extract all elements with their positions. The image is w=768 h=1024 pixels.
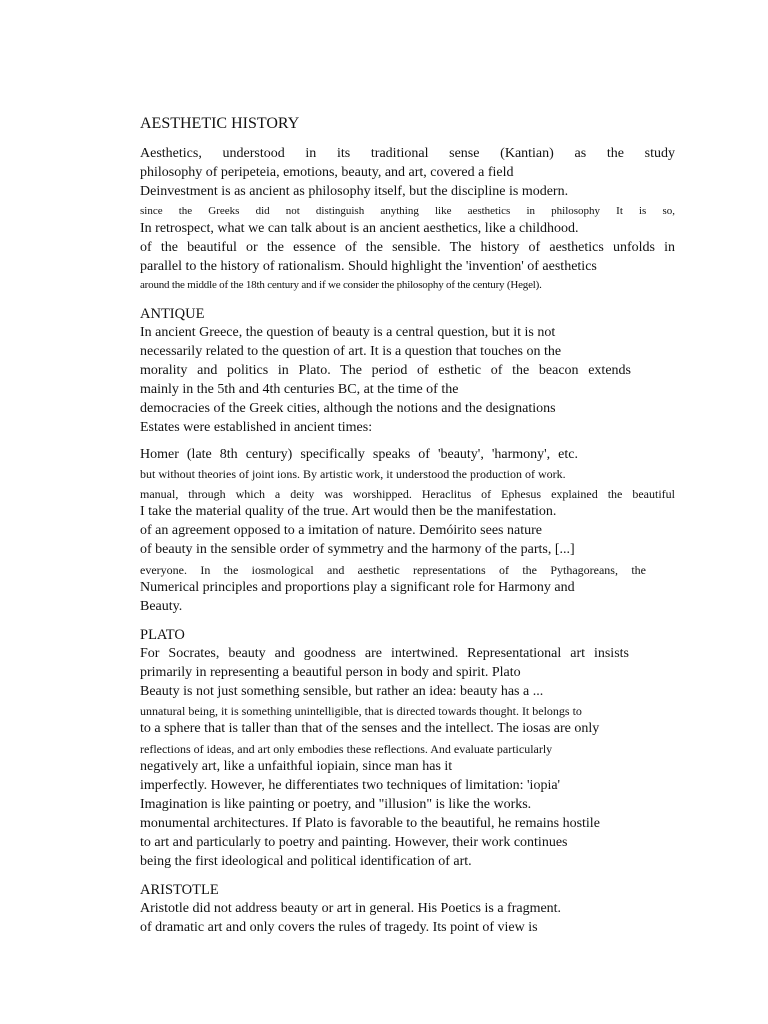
text-line: Deinvestment is as ancient as philosophy itself, but the discipline is modern. [140, 184, 569, 199]
text-line: In ancient Greece, the question of beauty is a central question, but it is not [140, 325, 556, 340]
text-line: In retrospect, what we can talk about is an ancient aesthetics, like a childhood. [140, 221, 579, 236]
text-line: negatively art, like a unfaithful iopiain, since man has it [140, 759, 453, 774]
section-heading-plato: PLATO [140, 627, 185, 643]
text-line: democracies of the Greek cities, although the notions and the designations [140, 401, 556, 416]
text-line: morality and politics in Plato. The period of esthetic of the beacon extends [140, 363, 631, 378]
text-line: since the Greeks did not distinguish anything like aesthetics in philosophy It is so, [140, 205, 675, 217]
section-heading-antique: ANTIQUE [140, 306, 205, 322]
text-line: Aristotle did not address beauty or art in general. His Poetics is a fragment. [140, 901, 562, 916]
text-line: Imagination is like painting or poetry, and "illusion" is like the works. [140, 797, 532, 812]
text-line: Aesthetics, understood in its traditional sense (Kantian) as the study [140, 146, 675, 161]
text-line: reflections of ideas, and art only embodies these reflections. And evaluate particularly [140, 742, 553, 756]
text-line: monumental architectures. If Plato is favorable to the beautiful, he remains hostile [140, 816, 600, 831]
text-line: For Socrates, beauty and goodness are intertwined. Representational art insists [140, 646, 629, 661]
text-line: unnatural being, it is something unintelligible, that is directed towards thought. It belongs to [140, 704, 582, 718]
text-line: being the first ideological and political identification of art. [140, 854, 472, 869]
text-line: of beauty in the sensible order of symmetry and the harmony of the parts, [...] [140, 542, 575, 557]
section-heading-aristotle: ARISTOTLE [140, 882, 219, 898]
text-line: mainly in the 5th and 4th centuries BC, at the time of the [140, 382, 459, 397]
text-line: Homer (late 8th century) specifically speaks of 'beauty', 'harmony', etc. [140, 447, 578, 462]
text-line: to art and particularly to poetry and painting. However, their work continues [140, 835, 568, 850]
text-line: to a sphere that is taller than that of the senses and the intellect. The iosas are only [140, 721, 600, 736]
text-line: Beauty. [140, 599, 183, 614]
text-line: necessarily related to the question of art. It is a question that touches on the [140, 344, 562, 359]
text-line: around the middle of the 18th century and if we consider the philosophy of the century (Hegel). [140, 279, 542, 291]
text-line: Beauty is not just something sensible, but rather an idea: beauty has a ... [140, 684, 544, 699]
text-line: I take the material quality of the true. Art would then be the manifestation. [140, 504, 557, 519]
text-line: parallel to the history of rationalism. Should highlight the 'invention' of aesthetics [140, 259, 597, 274]
text-line: philosophy of peripeteia, emotions, beauty, and art, covered a field [140, 165, 514, 180]
text-line: manual, through which a deity was worshipped. Heraclitus of Ephesus explained the beautiful [140, 487, 675, 501]
document-title: AESTHETIC HISTORY [140, 115, 300, 132]
text-line: of dramatic art and only covers the rules of tragedy. Its point of view is [140, 920, 538, 935]
text-line: Numerical principles and proportions play a significant role for Harmony and [140, 580, 575, 595]
text-line: imperfectly. However, he differentiates two techniques of limitation: 'iopia' [140, 778, 561, 793]
text-line: of the beautiful or the essence of the sensible. The history of aesthetics unfolds in [140, 240, 675, 255]
text-line: everyone. In the iosmological and aesthetic representations of the Pythagoreans, the [140, 563, 646, 577]
text-line: of an agreement opposed to a imitation of nature. Demóirito sees nature [140, 523, 542, 538]
text-line: Estates were established in ancient times: [140, 420, 373, 435]
text-line: primarily in representing a beautiful person in body and spirit. Plato [140, 665, 521, 680]
text-line: but without theories of joint ions. By artistic work, it understood the production of work. [140, 467, 566, 481]
